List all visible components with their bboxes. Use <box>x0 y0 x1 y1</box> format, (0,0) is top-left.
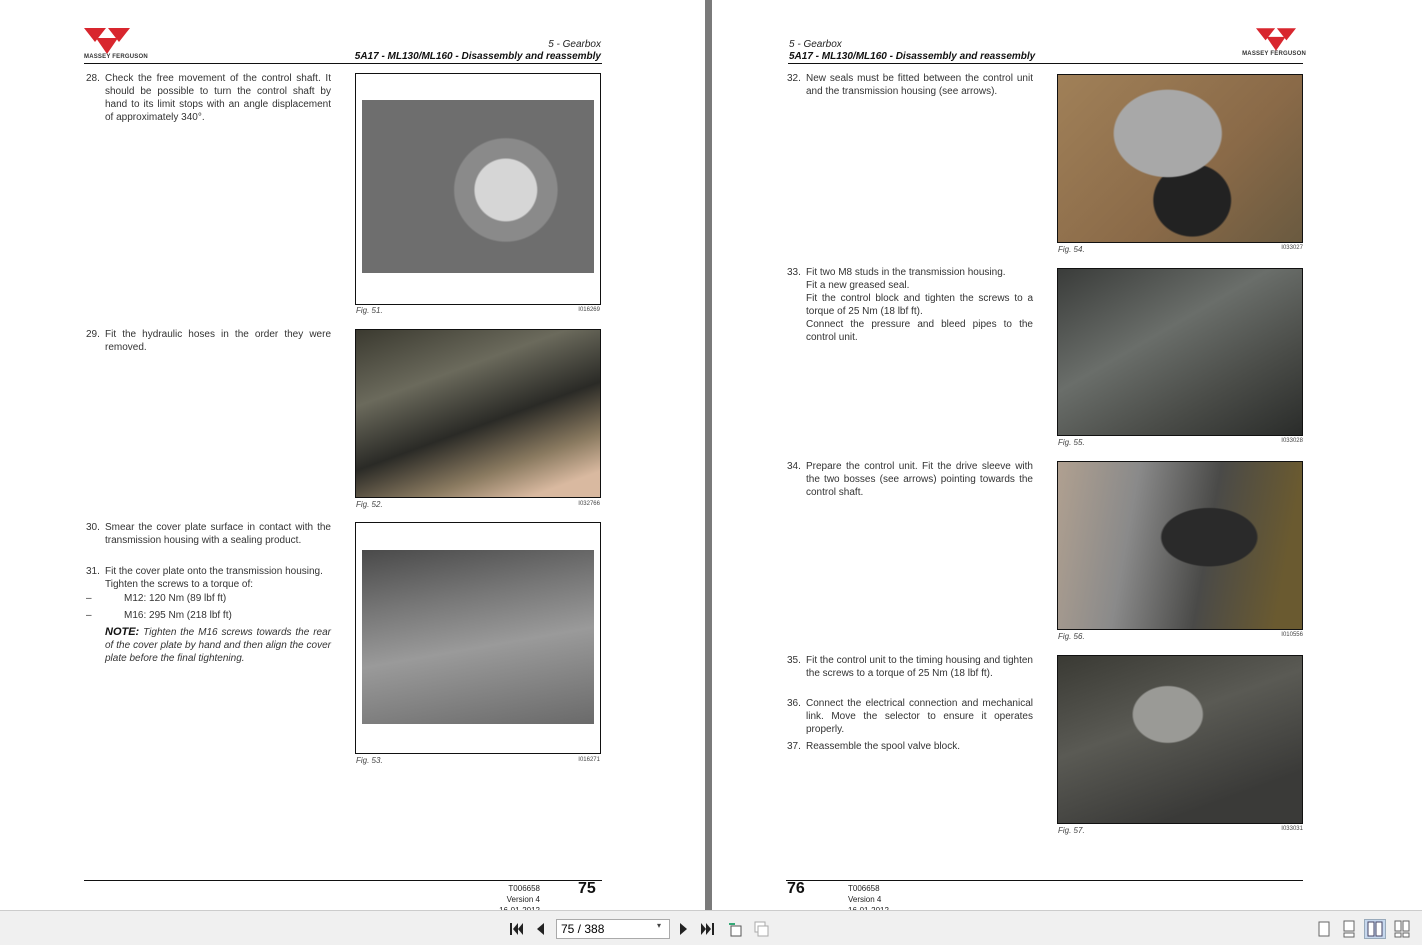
note: NOTE: Tighten the M16 screws towards the rear of the cover plate by hand and then align the cover plate before the final tightening. <box>105 626 331 664</box>
right-page <box>712 0 1422 910</box>
figure-caption: Fig. 55. <box>1058 438 1085 447</box>
first-page-button[interactable] <box>507 919 525 939</box>
page-number: 76 <box>787 880 805 897</box>
page-number-input[interactable] <box>556 919 670 939</box>
figure-caption: Fig. 51. <box>356 306 383 315</box>
step-35: 35. Fit the control unit to the timing housing and tighten the screws to a torque of 25 Nm (18 lbf ft). <box>787 655 1033 679</box>
continuous-facing-view-button[interactable] <box>1391 919 1413 939</box>
figure-caption: Fig. 57. <box>1058 826 1085 835</box>
left-page <box>0 0 705 910</box>
section-label: 5 - Gearbox <box>548 39 601 50</box>
figure-id: I010556 <box>1281 632 1303 638</box>
previous-view-button[interactable] <box>725 919 745 939</box>
figure-caption: Fig. 52. <box>356 500 383 509</box>
facing-pages-icon <box>1367 921 1383 937</box>
step-36: 36. Connect the electrical connection and mechanical link. Move the selector to ensure it operates properly. <box>787 698 1033 735</box>
step-28: 28. Check the free movement of the control shaft. It should be possible to turn the control shaft by hand to its limit stops with an angle displacement of approximately 340°. <box>86 73 331 123</box>
figure-54-photo <box>1057 74 1303 243</box>
footer-info: T006658 Version 4 <box>848 884 882 904</box>
figure-51-photo <box>362 100 594 273</box>
last-page-icon <box>701 922 715 936</box>
previous-page-button[interactable] <box>532 919 548 939</box>
step-34: 34. Prepare the control unit. Fit the drive sleeve with the two bosses (see arrows) pointing towards the control shaft. <box>787 461 1033 498</box>
logo-triangles-icon <box>1256 28 1296 51</box>
single-page-view-button[interactable] <box>1313 919 1335 939</box>
figure-id: I016271 <box>578 757 600 763</box>
figure-id: I032766 <box>578 501 600 507</box>
figure-55-photo <box>1057 268 1303 436</box>
next-view-icon <box>753 921 769 937</box>
pdf-toolbar <box>0 910 1422 945</box>
page-number: 75 <box>578 880 596 897</box>
figure-id: I016269 <box>578 307 600 313</box>
continuous-view-button[interactable] <box>1338 919 1360 939</box>
figure-caption: Fig. 56. <box>1058 632 1085 641</box>
facing-view-button[interactable] <box>1364 919 1386 939</box>
logo-triangles-icon <box>84 28 130 54</box>
step-31: 31. Fit the cover plate onto the transmission housing. Tighten the screws to a torque of: – M12: 120 Nm (89 lbf ft) – M16: 295 Nm (218 lbf ft) NOTE: Tighten the M16 screws towards the rear of the cover plate by hand and then align the cover plate before the final tightening. <box>86 566 331 664</box>
first-page-icon <box>509 922 523 936</box>
section-label: 5 - Gearbox <box>789 39 842 50</box>
step-37: 37. Reassemble the spool valve block. <box>787 741 960 752</box>
figure-id: I033028 <box>1281 438 1303 444</box>
next-page-button[interactable] <box>676 919 692 939</box>
figure-57-photo <box>1057 655 1303 824</box>
step-32: 32. New seals must be fitted between the control unit and the transmission housing (see arrows). <box>787 73 1033 97</box>
page-title: 5A17 - ML130/ML160 - Disassembly and reassembly <box>789 51 1036 62</box>
step-33: 33. Fit two M8 studs in the transmission housing. Fit a new greased seal. Fit the control block and tighten the screws to a torque of 25 Nm (18 lbf ft). Connect the pressure and bleed pipes to the control unit. <box>787 267 1033 343</box>
figure-53-photo <box>362 550 594 724</box>
last-page-button[interactable] <box>699 919 717 939</box>
single-page-icon <box>1318 921 1330 937</box>
figure-52-photo <box>355 329 601 498</box>
continuous-facing-icon <box>1394 921 1410 937</box>
figure-caption: Fig. 54. <box>1058 245 1085 254</box>
massey-ferguson-logo: MASSEY FERGUSON <box>1242 28 1306 57</box>
page-title: 5A17 - ML130/ML160 - Disassembly and reassembly <box>354 51 601 62</box>
next-view-button[interactable] <box>751 919 771 939</box>
figure-id: I033031 <box>1281 826 1303 832</box>
previous-view-icon <box>727 921 743 937</box>
continuous-page-icon <box>1343 921 1355 937</box>
figure-caption: Fig. 53. <box>356 756 383 765</box>
next-page-icon <box>679 922 689 936</box>
step-30: 30. Smear the cover plate surface in contact with the transmission housing with a sealing product. <box>86 522 331 546</box>
previous-page-icon <box>535 922 545 936</box>
step-29: 29. Fit the hydraulic hoses in the order they were removed. <box>86 329 331 353</box>
figure-id: I033027 <box>1281 245 1303 251</box>
page-dropdown-icon[interactable]: ▾ <box>657 921 662 930</box>
figure-56-photo <box>1057 461 1303 630</box>
footer-info: T006658 Version 4 <box>506 884 540 904</box>
massey-ferguson-logo: MASSEY FERGUSON <box>84 28 154 60</box>
